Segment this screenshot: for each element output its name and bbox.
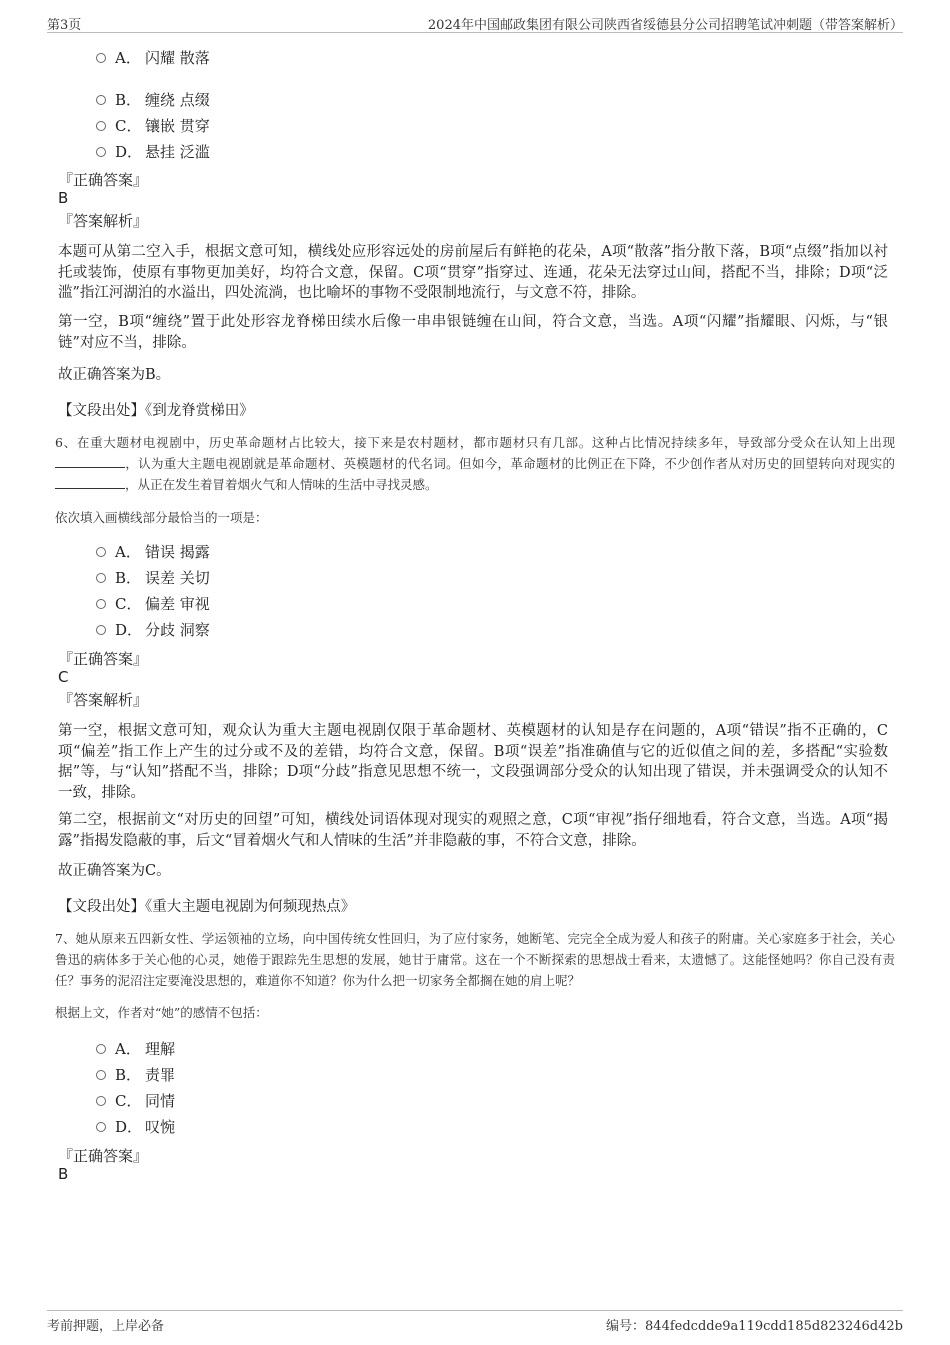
q7-answer: B: [58, 1165, 69, 1183]
q6-analysis-paragraph: 第一空，根据文意可知，观众认为重大主题电视剧仅限于革命题材、英模题材的认知是存在问题的，A项“错误”指不正确的，C项“偏差”指工作上产生的过分或不及的差错，均符合文意，保留。B项“误差”指准确值与它的近似值之间的差，多搭配“实验数据”等，与“认知”搭配不当，排除；D项“分歧”指意见思想不统一，文段强调部分受众的认知出现了错误，并未强调受众的认知不一致，排除。: [58, 723, 888, 801]
blank-line: [55, 476, 125, 489]
q7-option-a[interactable]: A． 理解: [96, 1039, 175, 1059]
q5-conclusion: 故正确答案为B。: [58, 367, 171, 383]
q5-answer: B: [58, 189, 69, 207]
radio-icon[interactable]: [96, 1096, 106, 1106]
radio-icon[interactable]: [96, 547, 106, 557]
q6-answer: C: [58, 668, 69, 686]
q7-option-b[interactable]: B． 责罪: [96, 1065, 175, 1085]
q6-option-d[interactable]: D． 分歧 洞察: [96, 620, 210, 640]
page-footer: [47, 1310, 903, 1335]
radio-icon[interactable]: [96, 573, 106, 583]
radio-icon[interactable]: [96, 53, 106, 63]
q6-option-b[interactable]: B． 误差 关切: [96, 568, 210, 588]
radio-icon[interactable]: [96, 1044, 106, 1054]
blank-line: [55, 455, 125, 468]
q5-answer-label: 『正确答案』: [58, 171, 149, 189]
footer-slogan: 考前押题，上岸必备: [47, 1319, 165, 1334]
q6-analysis-label: 『答案解析』: [58, 691, 149, 709]
q5-option-d[interactable]: D． 悬挂 泛滥: [96, 142, 210, 162]
q5-analysis-label: 『答案解析』: [58, 212, 149, 230]
page-number: 第3页: [47, 18, 82, 33]
q6-option-a[interactable]: A． 错误 揭露: [96, 542, 210, 562]
q6-answer-label: 『正确答案』: [58, 650, 149, 668]
document-id: 编号：844fedcdde9a119cdd185d823246d42b: [606, 1319, 903, 1334]
q6-prompt: 依次填入画横线部分最恰当的一项是：: [55, 510, 268, 525]
q6-stem: 6、在重大题材电视剧中，历史革命题材占比较大，接下来是农村题材，都市题材只有几部。这种占比情况持续多年，导致部分受众在认知上出现，认为重大主题电视剧就是革命题材、英模题材的代名词。但如今，革命题材的比例正在下降，不少创作者从对历史的回望转向对现实的，从正在发生着冒着烟火气和人情味的生活中寻找灵感。: [55, 435, 895, 492]
q5-option-a[interactable]: A． 闪耀 散落: [96, 48, 210, 68]
radio-icon[interactable]: [96, 147, 106, 157]
page-header: [47, 14, 903, 33]
q6-option-c[interactable]: C． 偏差 审视: [96, 594, 210, 614]
q6-analysis-paragraph: 第二空，根据前文“对历史的回望”可知，横线处词语体现对现实的观照之意，C项“审视”指仔细地看，符合文意，当选。A项“揭露”指揭发隐蔽的事，后文“冒着烟火气和人情味的生活”并非隐蔽的事，不符合文意，排除。: [58, 812, 888, 849]
document-title: 2024年中国邮政集团有限公司陕西省绥德县分公司招聘笔试冲刺题（带答案解析）: [427, 18, 903, 33]
radio-icon[interactable]: [96, 1122, 106, 1132]
q5-option-b[interactable]: B． 缠绕 点缀: [96, 90, 210, 110]
q5-source: 【文段出处】《到龙脊赏梯田》: [58, 403, 254, 419]
q7-prompt: 根据上文，作者对“她”的感情不包括：: [55, 1005, 268, 1020]
q5-analysis-paragraph: 第一空，B项“缠绕”置于此处形容龙脊梯田续水后像一串串银链缠在山间，符合文意，当选。A项“闪耀”指耀眼、闪烁，与“银链”对应不当，排除。: [58, 314, 888, 351]
q7-option-d[interactable]: D． 叹惋: [96, 1117, 175, 1137]
radio-icon[interactable]: [96, 1070, 106, 1080]
radio-icon[interactable]: [96, 121, 106, 131]
q5-option-c[interactable]: C． 镶嵌 贯穿: [96, 116, 210, 136]
q6-conclusion: 故正确答案为C。: [58, 863, 171, 879]
radio-icon[interactable]: [96, 625, 106, 635]
radio-icon[interactable]: [96, 95, 106, 105]
q7-option-c[interactable]: C． 同情: [96, 1091, 175, 1111]
q7-stem: 7、她从原来五四新女性、学运领袖的立场，向中国传统女性回归，为了应付家务，她断笔、完完全全成为爱人和孩子的附庸。关心家庭多于社会，关心鲁迅的病体多于关心他的心灵，她倦于跟踪先生思想的发展，她甘于庸常。这在一个不断探索的思想战士看来，太遗憾了。这能怪她吗？你自己没有责任？事务的泥沼注定要淹没思想的，难道你不知道？你为什么把一切家务全都搁在她的肩上呢？: [55, 931, 895, 988]
q7-answer-label: 『正确答案』: [58, 1147, 149, 1165]
q6-source: 【文段出处】《重大主题电视剧为何频现热点》: [58, 899, 356, 915]
radio-icon[interactable]: [96, 599, 106, 609]
q5-analysis-paragraph: 本题可从第二空入手，根据文意可知，横线处应形容远处的房前屋后有鲜艳的花朵，A项“散落”指分散下落，B项“点缀”指加以衬托或装饰，使原有事物更加美好，均符合文意，保留。C项“贯穿”指穿过、连通，花朵无法穿过山间，搭配不当，排除；D项“泛滥”指江河湖泊的水溢出，四处流淌，也比喻坏的事物不受限制地流行，与文意不符，排除。: [58, 244, 888, 301]
